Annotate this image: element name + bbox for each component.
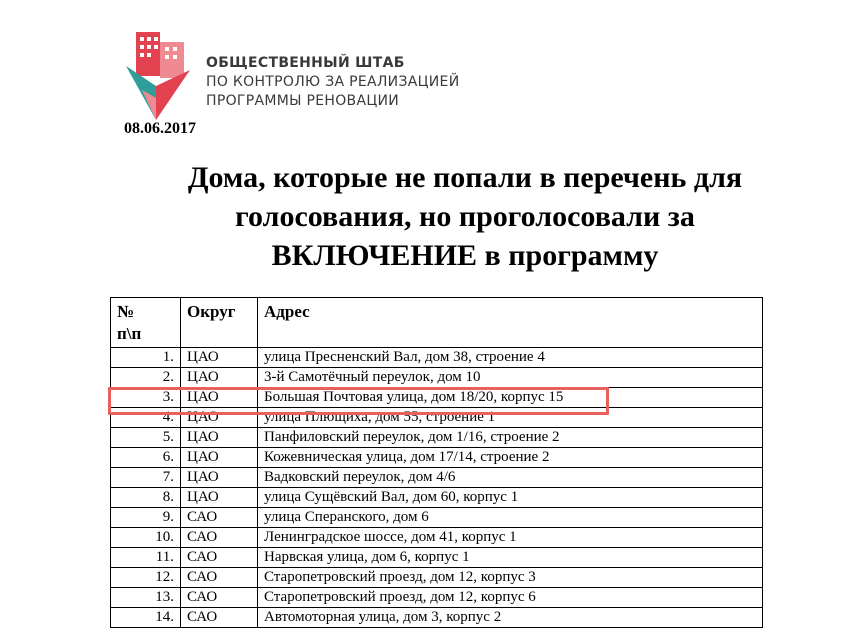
row-address: улица Пресненский Вал, дом 38, строение 4 — [258, 348, 763, 368]
header-number-line-1: № — [117, 302, 135, 321]
row-number: 4. — [111, 408, 181, 428]
row-address: Кожевническая улица, дом 17/14, строение 2 — [258, 448, 763, 468]
table-row — [111, 368, 763, 388]
table-row — [111, 508, 763, 528]
org-name-line-1: ОБЩЕСТВЕННЫЙ ШТАБ — [206, 55, 405, 71]
header-address: Адрес — [258, 298, 763, 348]
row-okrug: САО — [181, 528, 258, 548]
houses-table — [110, 297, 763, 628]
row-address: улица Сущёвский Вал, дом 60, корпус 1 — [258, 488, 763, 508]
table-row — [111, 488, 763, 508]
table-row — [111, 348, 763, 368]
row-address: Панфиловский переулок, дом 1/16, строение 2 — [258, 428, 763, 448]
title-line-2: голосования, но проголосовали за — [235, 200, 695, 233]
row-okrug: САО — [181, 568, 258, 588]
row-number: 5. — [111, 428, 181, 448]
row-okrug: ЦАО — [181, 488, 258, 508]
row-okrug: ЦАО — [181, 368, 258, 388]
row-okrug: САО — [181, 508, 258, 528]
row-address: Старопетровский проезд, дом 12, корпус 6 — [258, 588, 763, 608]
row-okrug: САО — [181, 588, 258, 608]
row-address: Старопетровский проезд, дом 12, корпус 3 — [258, 568, 763, 588]
title-line-3: ВКЛЮЧЕНИЕ в программу — [271, 239, 659, 272]
row-number: 8. — [111, 488, 181, 508]
document-date: 08.06.2017 — [124, 120, 196, 137]
row-okrug: ЦАО — [181, 468, 258, 488]
organization-name — [206, 54, 459, 111]
table-row — [111, 528, 763, 548]
title-line-1: Дома, которые не попали в перечень для — [187, 161, 743, 194]
row-number: 12. — [111, 568, 181, 588]
row-address: улица Сперанского, дом 6 — [258, 508, 763, 528]
renovation-logo-icon — [122, 30, 194, 122]
row-address: 3-й Самотёчный переулок, дом 10 — [258, 368, 763, 388]
row-okrug: САО — [181, 548, 258, 568]
table-row — [111, 568, 763, 588]
row-number: 11. — [111, 548, 181, 568]
header-number — [111, 298, 181, 348]
row-number: 14. — [111, 608, 181, 628]
row-okrug: ЦАО — [181, 348, 258, 368]
row-okrug: САО — [181, 608, 258, 628]
row-okrug: ЦАО — [181, 448, 258, 468]
row-okrug: ЦАО — [181, 388, 258, 408]
row-number: 2. — [111, 368, 181, 388]
row-address: Большая Почтовая улица, дом 18/20, корпус 15 — [258, 388, 763, 408]
row-address: Вадковский переулок, дом 4/6 — [258, 468, 763, 488]
table-row — [111, 608, 763, 628]
row-number: 7. — [111, 468, 181, 488]
row-okrug: ЦАО — [181, 408, 258, 428]
row-okrug: ЦАО — [181, 428, 258, 448]
header-okrug: Округ — [181, 298, 258, 348]
highlighted-row-frame — [108, 387, 609, 415]
row-address: улица Плющиха, дом 55, строение 1 — [258, 408, 763, 428]
org-name-line-2: ПО КОНТРОЛЮ ЗА РЕАЛИЗАЦИЕЙ — [206, 74, 460, 90]
row-number: 3. — [111, 388, 181, 408]
row-address: Ленинградское шоссе, дом 41, корпус 1 — [258, 528, 763, 548]
row-number: 9. — [111, 508, 181, 528]
row-number: 1. — [111, 348, 181, 368]
table-row — [111, 448, 763, 468]
table-header-row — [111, 298, 763, 348]
header-number-line-2: п\п — [117, 324, 142, 343]
table-row — [111, 468, 763, 488]
table-row — [111, 428, 763, 448]
table-row — [111, 548, 763, 568]
org-name-line-3: ПРОГРАММЫ РЕНОВАЦИИ — [206, 93, 400, 109]
row-address: Нарвская улица, дом 6, корпус 1 — [258, 548, 763, 568]
page-title — [120, 158, 810, 275]
row-number: 10. — [111, 528, 181, 548]
row-number: 6. — [111, 448, 181, 468]
table-row — [111, 588, 763, 608]
row-number: 13. — [111, 588, 181, 608]
row-address: Автомоторная улица, дом 3, корпус 2 — [258, 608, 763, 628]
